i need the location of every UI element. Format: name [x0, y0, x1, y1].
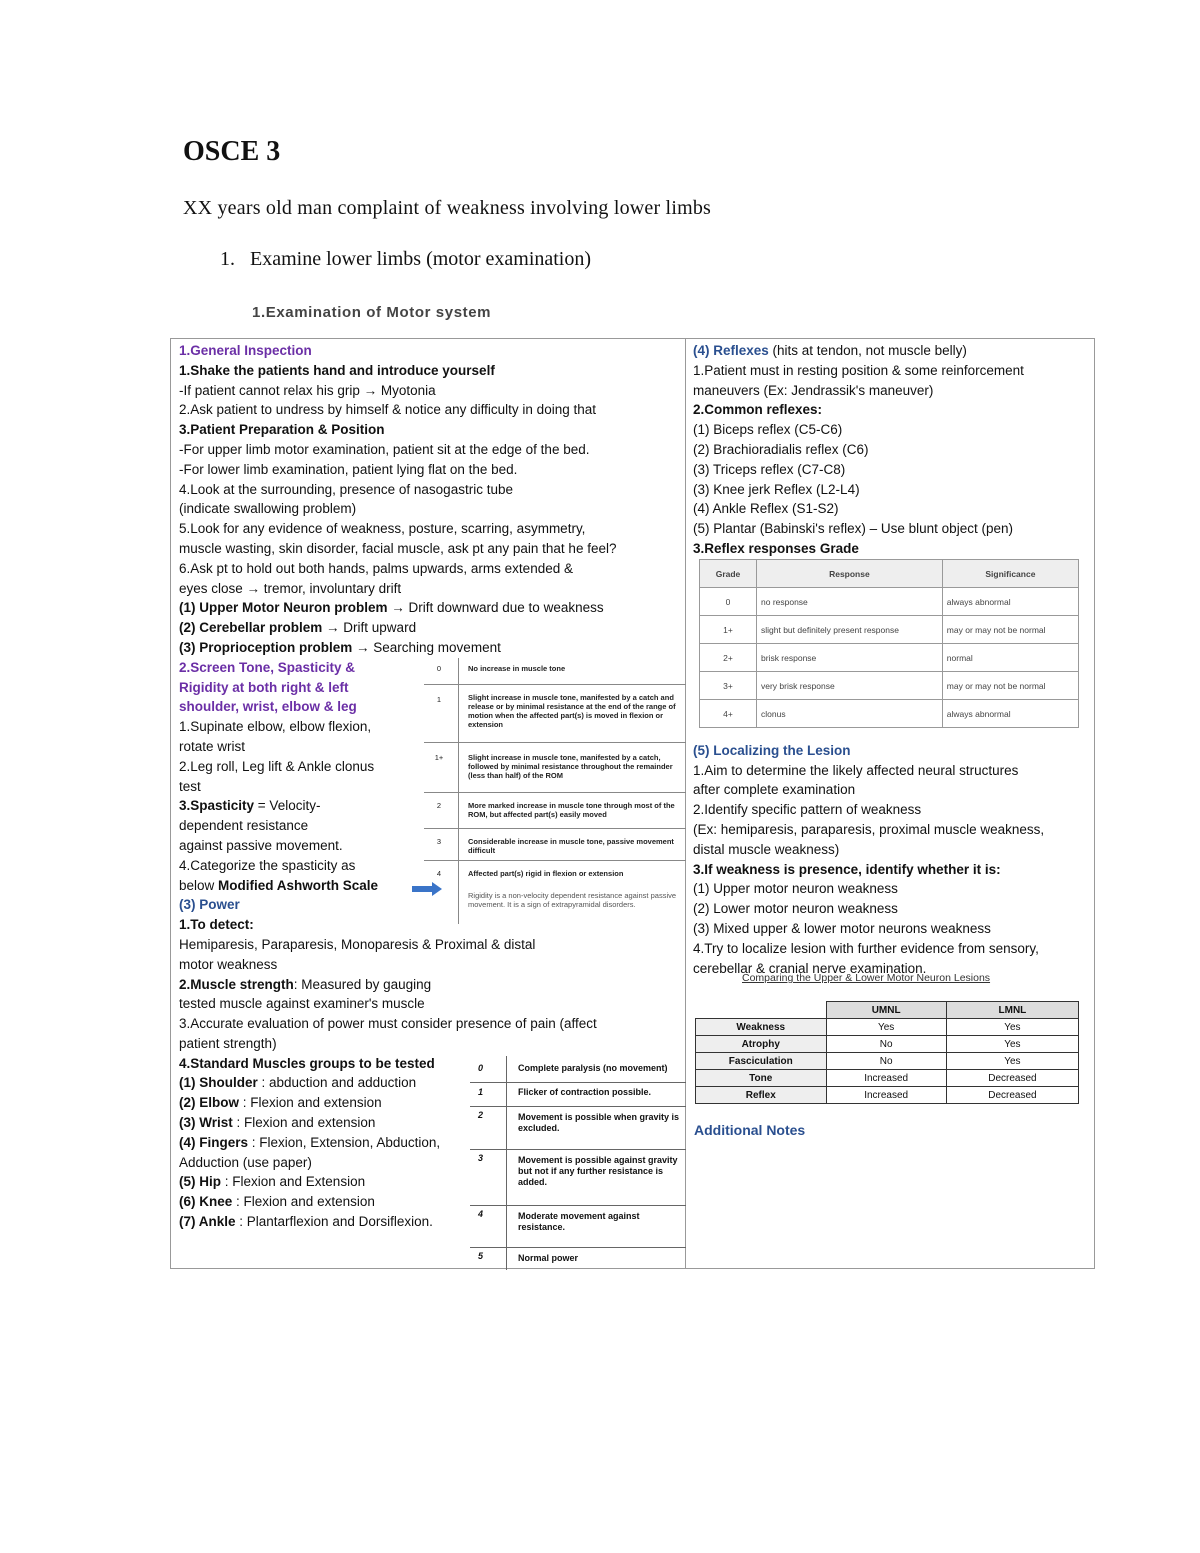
table-cell: slight but definitely present response [757, 616, 943, 644]
text-line: 1.Aim to determine the likely affected neural structures [693, 762, 1019, 778]
text-line: distal muscle weakness) [693, 841, 840, 857]
heading-screen-tone: Rigidity at both right & left [179, 679, 349, 695]
text-line: maneuvers (Ex: Jendrassik's maneuver) [693, 382, 934, 398]
text-line: 2.Common reflexes: [693, 402, 823, 418]
table-cell: Increased [826, 1087, 946, 1104]
table-row [696, 1053, 1079, 1070]
table-cell: Increased [826, 1070, 946, 1087]
description-cell: Movement is possible against gravity but not if any further resistance is added. [518, 1155, 678, 1187]
row-header: Reflex [696, 1087, 827, 1104]
description-cell: Moderate movement against resistance. [518, 1211, 640, 1232]
table-row [424, 860, 686, 925]
text-line [179, 618, 679, 638]
text-line: 6.Ask pt to hold out both hands, palms upwards, arms extended & [179, 560, 573, 576]
table-cell: 1+ [700, 616, 757, 644]
definition: : Flexion, Extension, Abduction, [248, 1134, 441, 1150]
term: (2) Elbow [179, 1095, 239, 1111]
term: (5) Hip [179, 1174, 221, 1190]
grade-cell: 4 [478, 1209, 484, 1219]
text-line: muscle wasting, skin disorder, facial muscle, ask pt any pain that he feel? [179, 540, 617, 556]
grade-cell: 1 [478, 1087, 484, 1097]
definition: = Velocity- [254, 798, 321, 814]
text-line [179, 638, 679, 658]
arrow-right-icon [412, 882, 442, 896]
grade-cell: 5 [478, 1251, 484, 1261]
text-line: after complete examination [693, 782, 856, 798]
text-line: 3.If weakness is presence, identify whether it is: [693, 861, 1001, 877]
text-line: patient strength) [179, 1035, 277, 1051]
table-cell: normal [942, 644, 1078, 672]
text-line: 2.Identify specific pattern of weakness [693, 802, 922, 818]
grade-cell: 4 [436, 869, 442, 878]
table-cell: may or may not be normal [942, 616, 1078, 644]
empty-header [696, 1002, 827, 1019]
term: 2.Muscle strength [179, 976, 294, 992]
table-cell: Yes [946, 1053, 1078, 1070]
text-line: (1) Biceps reflex (C5-C6) [693, 422, 843, 438]
table-cell: very brisk response [757, 672, 943, 700]
text-line: (Ex: hemiparesis, paraparesis, proximal muscle weakness, [693, 821, 1045, 837]
table-cell: no response [757, 588, 943, 616]
page-title: OSCE 3 [183, 136, 281, 167]
description-cell: Complete paralysis (no movement) [518, 1063, 668, 1073]
heading-localizing-lesion: (5) Localizing the Lesion [693, 742, 851, 758]
text-line: 5.Look for any evidence of weakness, posture, scarring, asymmetry, [179, 521, 586, 537]
column-header: UMNL [826, 1002, 946, 1019]
table-row [424, 684, 686, 741]
column-header: Significance [942, 560, 1078, 588]
grade-cell: 2 [436, 801, 442, 810]
table-row [424, 792, 686, 827]
table-row [700, 616, 1079, 644]
table-row [424, 742, 686, 791]
description-cell: More marked increase in muscle tone through most of the ROM, but affected part(s) easily moved [468, 801, 675, 819]
table-cell: 2+ [700, 644, 757, 672]
heading-reflexes [693, 341, 1088, 361]
table-cell: brisk response [757, 644, 943, 672]
description-cell: Flicker of contraction possible. [518, 1087, 652, 1097]
term: (3) Wrist [179, 1115, 233, 1131]
description-cell: Movement is possible when gravity is excluded. [518, 1112, 680, 1133]
table-cell: may or may not be normal [942, 672, 1078, 700]
text-line: 1.Shake the patients hand and introduce yourself [179, 362, 495, 378]
text-line: 1.To detect: [179, 917, 254, 933]
table-cell: Yes [946, 1019, 1078, 1036]
text-line: (5) Plantar (Babinski's reflex) – Use blunt object (pen) [693, 521, 1013, 537]
grade-cell: 2 [478, 1110, 484, 1120]
grade-cell: 0 [478, 1063, 484, 1073]
table-header-row [700, 560, 1079, 588]
description-cell: Normal power [518, 1253, 579, 1263]
heading-general-inspection: 1.General Inspection [179, 343, 312, 358]
table-row [700, 588, 1079, 616]
term: (4) Fingers [179, 1134, 249, 1150]
text-line: 1.Patient must in resting position & some reinforcement [693, 362, 1024, 378]
table-row [470, 1107, 686, 1150]
table-row [696, 1087, 1079, 1104]
row-header: Weakness [696, 1019, 827, 1036]
table-row [470, 1150, 686, 1206]
task-text: Examine lower limbs (motor examination) [250, 248, 592, 270]
table-cell: always abnormal [942, 588, 1078, 616]
text-line: motor weakness [179, 956, 278, 972]
text-line: (2) Lower motor neuron weakness [693, 901, 898, 917]
heading-screen-tone: shoulder, wrist, elbow & leg [179, 699, 357, 715]
text-line: (3) Triceps reflex (C7-C8) [693, 461, 846, 477]
table-cell: Decreased [946, 1070, 1078, 1087]
text: below [179, 877, 219, 893]
umn-lmn-comparison-table [695, 1001, 1079, 1104]
text-line: (2) Brachioradialis reflex (C6) [693, 441, 869, 457]
definition: : Flexion and extension [232, 1194, 375, 1210]
task-number: 1. [220, 248, 235, 270]
description-cell: Slight increase in muscle tone, manifested by a catch, followed by minimal resistance throughout the remainder (less than half) of the ROM [468, 753, 673, 780]
definition: : Flexion and extension [239, 1095, 382, 1111]
text-line: 1.Supinate elbow, elbow flexion, [179, 719, 372, 735]
description-cell: No increase in muscle tone [468, 664, 566, 673]
table-cell: Yes [946, 1036, 1078, 1053]
table-cell: always abnormal [942, 700, 1078, 728]
reflex-grade-table [699, 559, 1079, 728]
rigidity-note: Rigidity is a non-velocity dependent resistance against passive movement. It is a sign of extrapyramidal disorders. [468, 891, 677, 909]
description-cell: Affected part(s) rigid in flexion or extension [468, 869, 624, 878]
column-header: LMNL [946, 1002, 1078, 1019]
text-line: 3.Patient Preparation & Position [179, 422, 385, 438]
term: (1) Shoulder [179, 1075, 258, 1091]
table-row [696, 1019, 1079, 1036]
text-line: 4.Look at the surrounding, presence of nasogastric tube [179, 481, 513, 497]
term: (2) Cerebellar problem [179, 620, 323, 636]
text-line: (indicate swallowing problem) [179, 501, 357, 517]
case-description: XX years old man complaint of weakness involving lower limbs [183, 197, 712, 219]
row-header: Atrophy [696, 1036, 827, 1053]
text-line: cerebellar & cranial nerve examination. [693, 960, 927, 976]
text-line: (4) Ankle Reflex (S1-S2) [693, 501, 839, 517]
task-item [220, 248, 591, 271]
table-row [700, 672, 1079, 700]
definition: : Measured by gauging [293, 976, 432, 992]
definition: → Searching movement [352, 639, 501, 655]
term: Modified Ashworth Scale [218, 877, 379, 893]
text-line: Adduction (use paper) [179, 1154, 312, 1170]
definition: → Drift upward [322, 620, 417, 636]
text-line: 3.Reflex responses Grade [693, 540, 859, 556]
grade-cell: 3 [436, 837, 442, 846]
text-line: (1) Upper motor neuron weakness [693, 881, 898, 897]
text-line: eyes close → tremor, involuntary drift [179, 580, 402, 596]
text-line: 2.Leg roll, Leg lift & Ankle clonus [179, 758, 375, 774]
text-line [179, 975, 679, 995]
section-heading: 1.Examination of Motor system [252, 304, 492, 321]
table-cell: clonus [757, 700, 943, 728]
table-row [470, 1056, 686, 1083]
term: 3.Spasticity [179, 798, 255, 814]
definition: : Flexion and Extension [221, 1174, 366, 1190]
description-cell: Considerable increase in muscle tone, passive movement difficult [468, 837, 674, 855]
text-line: -For upper limb motor examination, patient sit at the edge of the bed. [179, 441, 590, 457]
text-line: against passive movement. [179, 837, 343, 853]
table-row [424, 828, 686, 859]
term: (1) Upper Motor Neuron problem [179, 600, 388, 616]
text-line: 4.Standard Muscles groups to be tested [179, 1055, 435, 1071]
definition: : Flexion and extension [232, 1115, 376, 1131]
table-row [470, 1083, 686, 1107]
table-row [470, 1206, 686, 1248]
text-line: 2.Ask patient to undress by himself & notice any difficulty in doing that [179, 402, 596, 418]
table-cell: Yes [826, 1019, 946, 1036]
table-cell: 4+ [700, 700, 757, 728]
text-line: -For lower limb examination, patient lying flat on the bed. [179, 461, 518, 477]
table-cell: 0 [700, 588, 757, 616]
text-line: (3) Knee jerk Reflex (L2-L4) [693, 481, 860, 497]
description-cell: Slight increase in muscle tone, manifested by a catch and release or by minimal resistance at the end of the range of motion when the affected part(s) is moved in flexion or extension [468, 693, 676, 729]
term: (6) Knee [179, 1194, 233, 1210]
term: (7) Ankle [179, 1214, 236, 1230]
grade-cell: 0 [436, 664, 442, 673]
table-cell: No [826, 1036, 946, 1053]
grade-cell: 3 [478, 1153, 484, 1163]
definition: : abduction and adduction [257, 1075, 417, 1091]
heading-screen-tone: 2.Screen Tone, Spasticity & [179, 659, 356, 675]
table-row [470, 1248, 686, 1269]
heading-power: (3) Power [179, 897, 240, 913]
text-line: 4.Try to localize lesion with further evidence from sensory, [693, 940, 1039, 956]
text-line: dependent resistance [179, 818, 309, 834]
column-header: Response [757, 560, 943, 588]
grade-cell: 1+ [434, 753, 444, 762]
text-line: tested muscle against examiner's muscle [179, 996, 425, 1012]
grade-cell: 1 [436, 695, 442, 704]
table-row [696, 1070, 1079, 1087]
table-row [696, 1036, 1079, 1053]
text-line: (3) Mixed upper & lower motor neurons weakness [693, 920, 991, 936]
text-line: -If patient cannot relax his grip → Myotonia [179, 382, 436, 398]
heading-text: (4) Reflexes [693, 343, 769, 358]
definition: → Drift downward due to weakness [387, 600, 604, 616]
additional-notes-heading: Additional Notes [694, 1122, 806, 1138]
table-cell: Decreased [946, 1087, 1078, 1104]
table-cell: 3+ [700, 672, 757, 700]
text-line: Hemiparesis, Paraparesis, Monoparesis & Proximal & distal [179, 936, 536, 952]
table-row [700, 700, 1079, 728]
text-line: 4.Categorize the spasticity as [179, 857, 356, 873]
comparison-title: Comparing the Upper & Lower Motor Neuron Lesions [742, 972, 991, 984]
definition: : Plantarflexion and Dorsiflexion. [235, 1214, 433, 1230]
heading-note: (hits at tendon, not muscle belly) [768, 343, 967, 358]
row-header: Tone [696, 1070, 827, 1087]
term: (3) Proprioception problem [179, 639, 353, 655]
text-line [179, 598, 679, 618]
table-header-row [696, 1002, 1079, 1019]
column-header: Grade [700, 560, 757, 588]
table-cell: No [826, 1053, 946, 1070]
table-row [700, 644, 1079, 672]
table-row [424, 658, 686, 682]
text-line: 3.Accurate evaluation of power must consider presence of pain (affect [179, 1016, 597, 1032]
row-header: Fasciculation [696, 1053, 827, 1070]
text-line: test [179, 778, 201, 794]
text-line: rotate wrist [179, 738, 246, 754]
